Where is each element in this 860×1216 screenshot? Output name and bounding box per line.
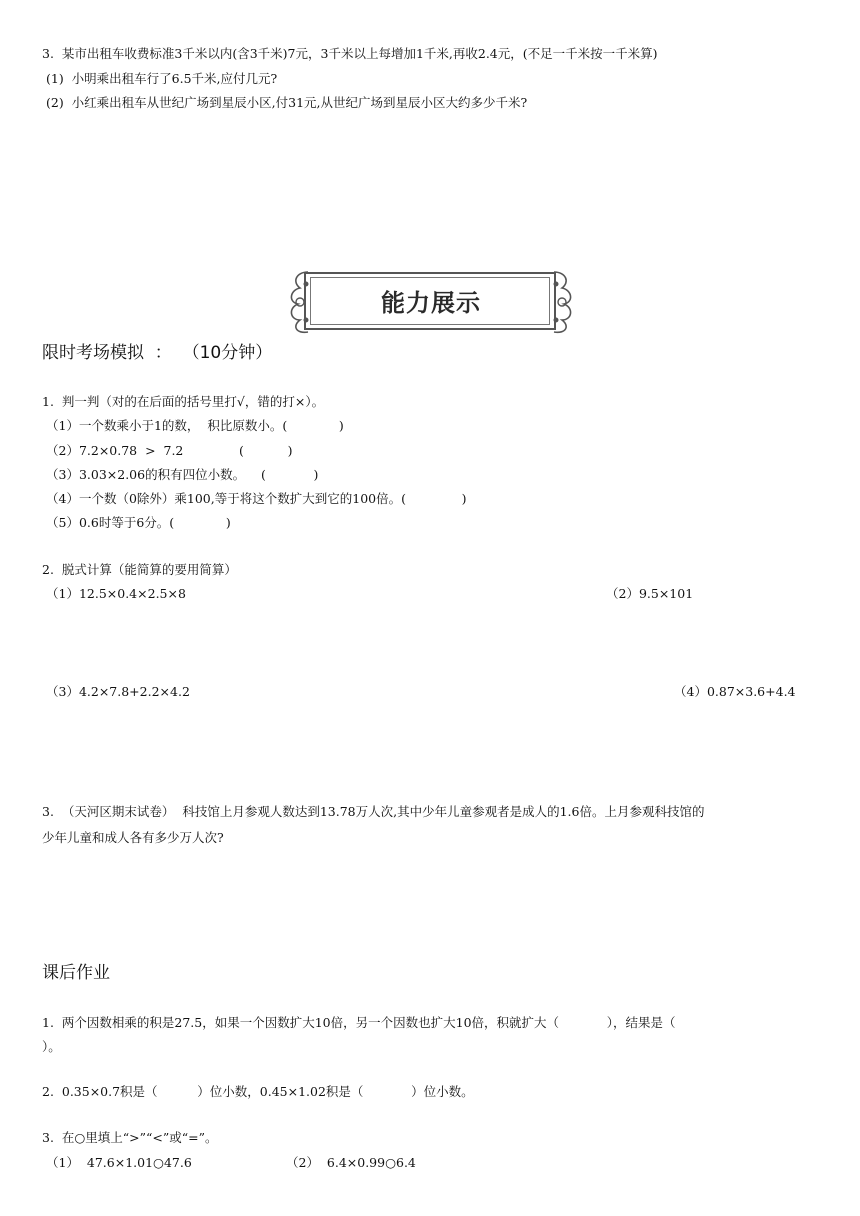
calc-question-title: 2. 脱式计算（能简算的要用简算） [42, 562, 237, 577]
judge-item-5: （5）0.6时等于6分。( ) [46, 515, 231, 530]
calc-item-2: （2）9.5×101 [606, 586, 694, 601]
judge-question-title: 1. 判一判（对的在后面的括号里打√，错的打×）。 [42, 394, 325, 409]
calc-item-1: （1）12.5×0.4×2.5×8 [46, 586, 186, 601]
judge-item-3: （3）3.03×2.06的积有四位小数。 ( ) [46, 467, 319, 482]
homework-q1-line-1: 1. 两个因数相乘的积是27.5，如果一个因数扩大10倍，另一个因数也扩大10倍，积就扩大（ ），结果是（ [42, 1015, 676, 1030]
homework-q2: 2. 0.35×0.7积是（ ）位小数，0.45×1.02积是（ ）位小数。 [42, 1084, 474, 1099]
timed-exam-heading: 限时考场模拟 ： （10分钟） [42, 343, 273, 363]
homework-heading: 课后作业 [42, 963, 110, 983]
homework-q1-line-2: ）。 [42, 1039, 61, 1054]
homework-q3-title: 3. 在○里填上“>”“<”或“=”。 [42, 1130, 218, 1145]
problem-3-statement: 3. 某市出租车收费标准3千米以内(含3千米)7元，3千米以上每增加1千米,再收2.4元，(不足一千米按一千米算) [42, 46, 658, 61]
problem-3-part-1: (1) 小明乘出租车行了6.5千米,应付几元? [46, 71, 278, 86]
calc-item-3: （3）4.2×7.8+2.2×4.2 [46, 684, 190, 699]
homework-q3-item-1: （1） 47.6×1.01○47.6 [46, 1155, 192, 1170]
calc-item-4: （4）0.87×3.6+4.4 [674, 684, 796, 699]
judge-item-2: （2）7.2×0.78 > 7.2 ( ) [46, 443, 293, 458]
word-problem-line-2: 少年儿童和成人各有多少万人次? [42, 830, 224, 845]
judge-item-1: （1）一个数乘小于1的数， 积比原数小。( ) [46, 418, 344, 433]
word-problem-line-1: 3. （天河区期末试卷） 科技馆上月参观人数达到13.78万人次,其中少年儿童参观者是成人的1.6倍。上月参观科技馆的 [42, 804, 705, 819]
problem-3-part-2: (2) 小红乘出租车从世纪广场到星辰小区,付31元,从世纪广场到星辰小区大约多少千米? [46, 95, 528, 110]
judge-item-4: （4）一个数（0除外）乘100,等于将这个数扩大到它的100倍。( ) [46, 491, 467, 506]
banner-title: 能力展示 [381, 289, 481, 317]
homework-q3-item-2: （2） 6.4×0.99○6.4 [286, 1155, 416, 1170]
section-banner [286, 266, 576, 338]
